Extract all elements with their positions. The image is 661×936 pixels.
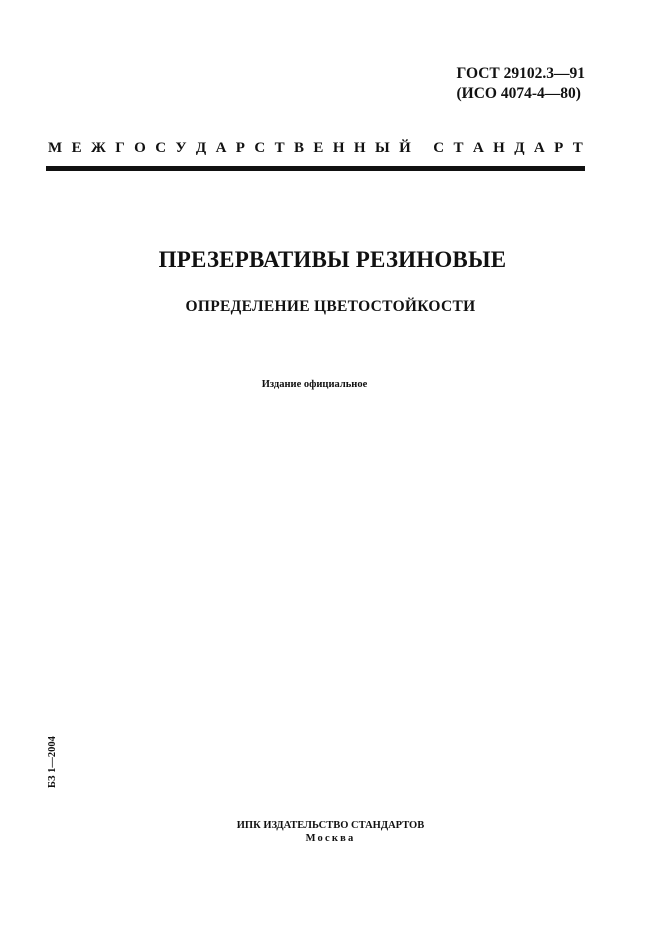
heading-letter: Д xyxy=(514,140,525,156)
heading-letter: А xyxy=(472,140,484,156)
heading-letter: С xyxy=(433,140,445,156)
heading-letter: Р xyxy=(235,140,245,156)
heading-letter: Д xyxy=(195,140,207,156)
gost-number: ГОСТ 29102.3—91 xyxy=(456,65,585,82)
edition-label: Издание официальное xyxy=(261,379,368,390)
heading-letter: Ы xyxy=(374,140,390,156)
heading-letter: У xyxy=(175,140,187,156)
heading-letter: Р xyxy=(554,140,564,156)
heading-letter: Г xyxy=(115,140,125,156)
heading-letter: Й xyxy=(399,140,411,156)
header-rule xyxy=(46,166,585,171)
heading-letter: В xyxy=(294,140,305,156)
heading-letter: Т xyxy=(572,140,583,156)
heading-letter: Т xyxy=(274,140,285,156)
iso-number: (ИСО 4074-4—80) xyxy=(456,85,581,102)
heading-word-gap xyxy=(420,140,424,157)
standard-type-heading xyxy=(48,140,583,157)
publisher-city: Москва xyxy=(305,833,356,844)
publisher-name: ИПК ИЗДАТЕЛЬСТВО СТАНДАРТОВ xyxy=(236,820,425,831)
document-subtitle: ОПРЕДЕЛЕНИЕ ЦВЕТОСТОЙКОСТИ xyxy=(185,298,476,315)
heading-letter: Н xyxy=(332,140,345,156)
document-title: ПРЕЗЕРВАТИВЫ РЕЗИНОВЫЕ xyxy=(158,247,507,272)
heading-letter: М xyxy=(48,140,63,156)
heading-letter: Т xyxy=(453,140,464,156)
document-codes xyxy=(456,64,585,104)
heading-letter: А xyxy=(215,140,227,156)
heading-letter: А xyxy=(533,140,545,156)
heading-letter: О xyxy=(134,140,146,156)
heading-letter: Н xyxy=(353,140,366,156)
publisher-block xyxy=(0,819,661,845)
heading-letter: Е xyxy=(313,140,324,156)
heading-letter: Е xyxy=(71,140,82,156)
heading-letter: С xyxy=(254,140,266,156)
heading-letter: Ж xyxy=(90,140,106,156)
heading-letter: Н xyxy=(493,140,505,156)
heading-letter: С xyxy=(155,140,167,156)
side-registration-code: БЗ 1—2004 xyxy=(47,736,58,788)
